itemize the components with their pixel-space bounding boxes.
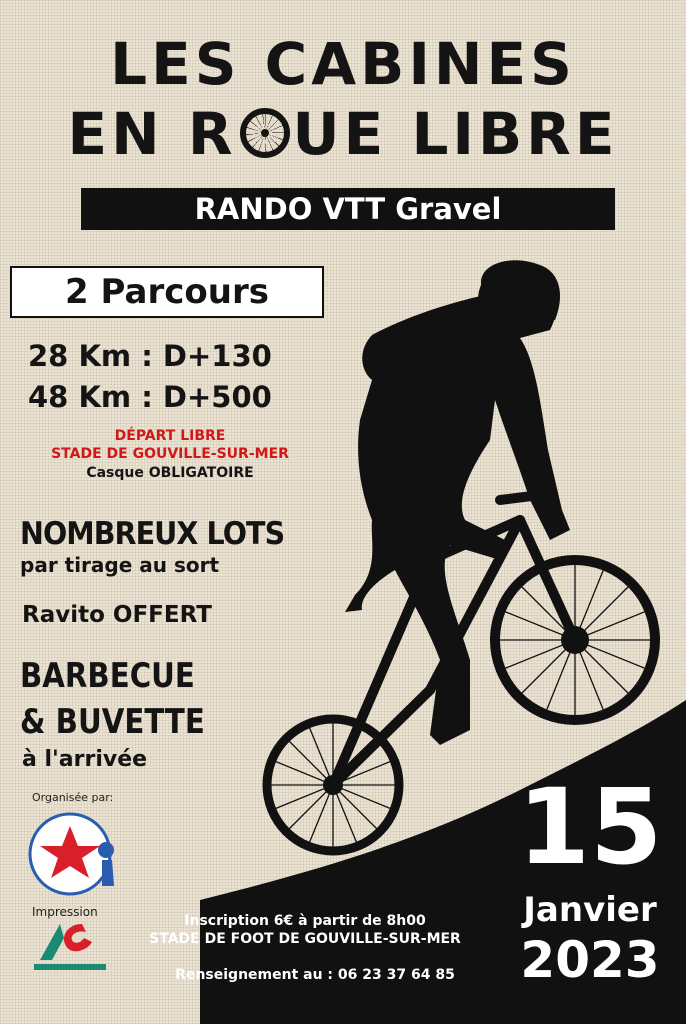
- barbecue-line-3: à l'arrivée: [22, 747, 148, 772]
- title-line-2-start: EN R: [67, 100, 237, 168]
- event-day: 15: [517, 766, 663, 888]
- barbecue-line-2: & BUVETTE: [20, 702, 205, 742]
- helmet-notice: Casque OBLIGATOIRE: [86, 465, 254, 481]
- organizer-label: Organisée par:: [32, 791, 114, 804]
- route-long: 48 Km : D+500: [28, 380, 272, 414]
- route-short: 28 Km : D+130: [28, 339, 272, 373]
- event-year: 2023: [520, 931, 660, 989]
- departure-location: STADE DE GOUVILLE-SUR-MER: [51, 446, 289, 462]
- registration-location: STADE DE FOOT DE GOUVILLE-SUR-MER: [149, 931, 461, 947]
- prizes-headline: NOMBREUX LOTS: [20, 516, 285, 552]
- printer-label: Impression: [32, 905, 98, 919]
- barbecue-line-1: BARBECUE: [20, 656, 195, 696]
- ravito-text: Ravito OFFERT: [22, 602, 212, 628]
- subtitle-banner: RANDO VTT Gravel: [81, 188, 615, 230]
- parcours-heading: 2 Parcours: [10, 266, 324, 318]
- bicycle-wheel-icon: [240, 108, 290, 158]
- prizes-subline: par tirage au sort: [20, 553, 220, 577]
- event-month: Janvier: [523, 890, 657, 930]
- title-line-2-end: UE LIBRE: [292, 100, 619, 168]
- departure-label: DÉPART LIBRE: [114, 428, 226, 444]
- contact-phone: Renseignement au : 06 23 37 64 85: [175, 967, 455, 983]
- registration-fee: Inscription 6€ à partir de 8h00: [184, 913, 426, 929]
- star-club-logo: [22, 806, 126, 898]
- title-line-2: [0, 100, 686, 168]
- title-line-1: LES CABINES: [110, 30, 576, 98]
- credit-agricole-logo: [30, 920, 110, 974]
